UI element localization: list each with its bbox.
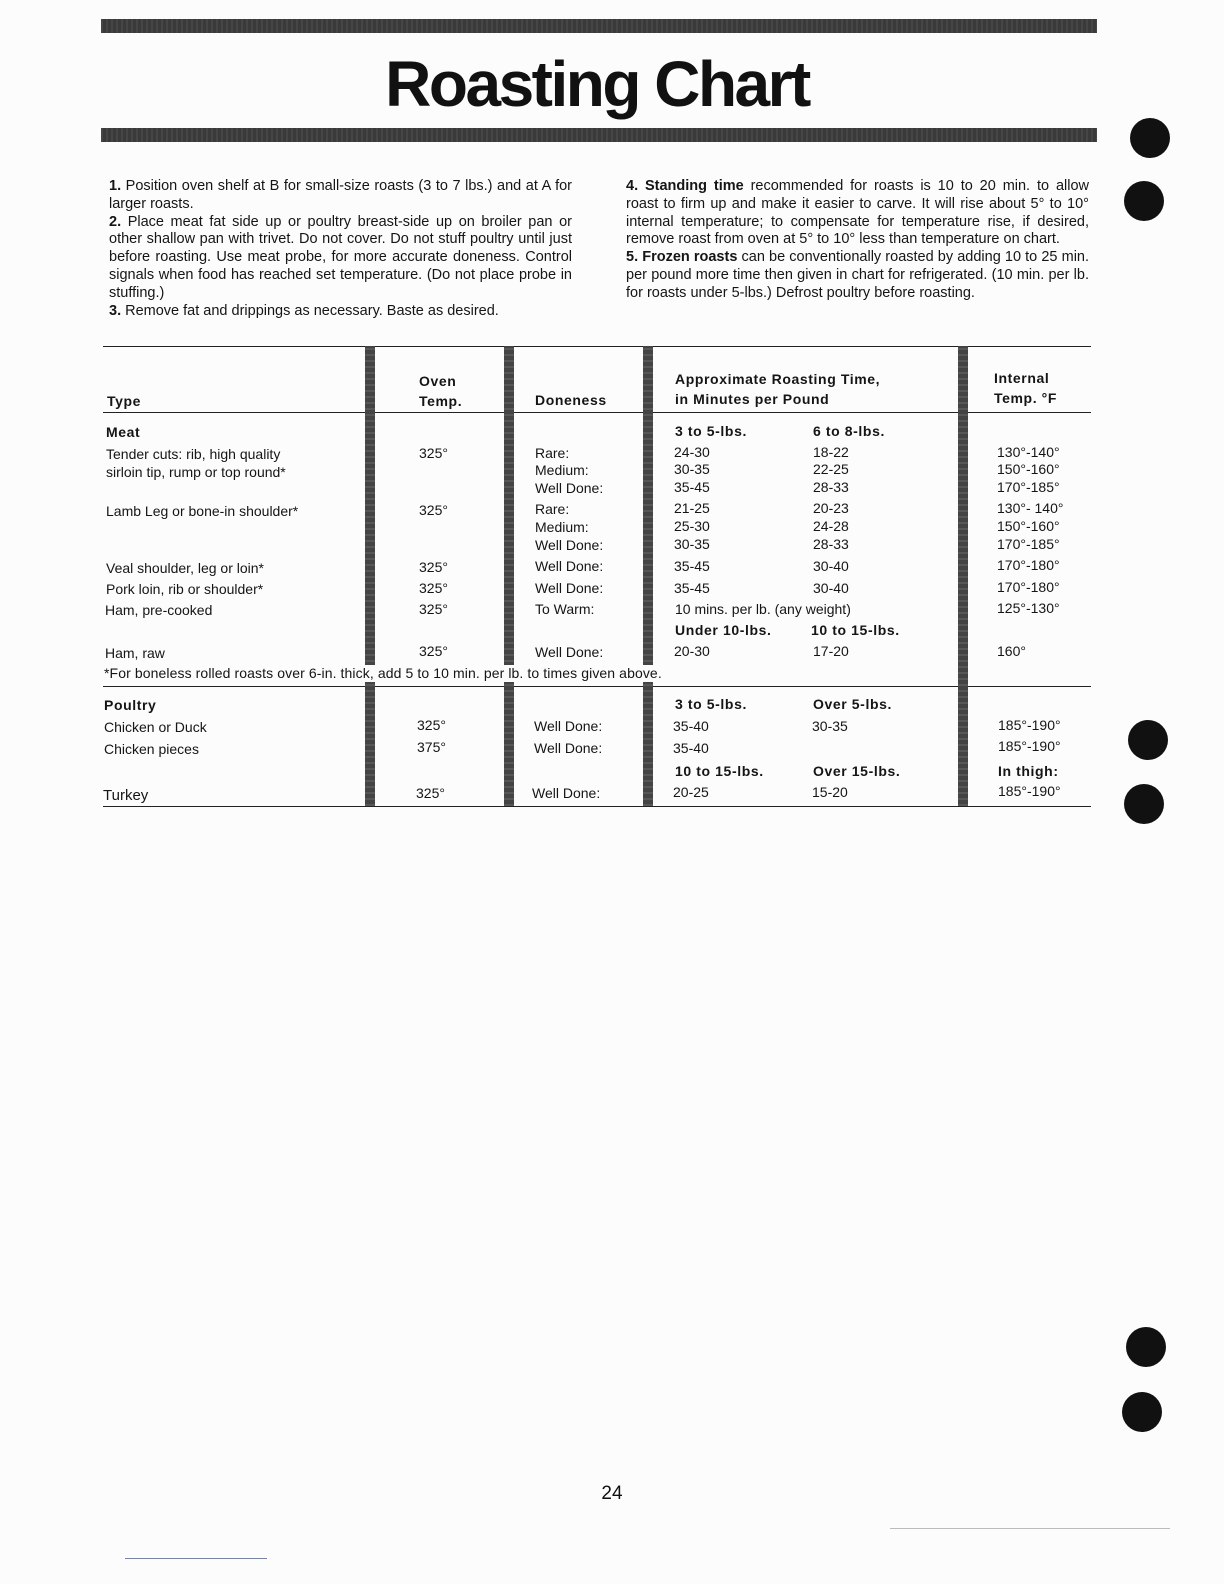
lamb-medium-doneness: Medium: [535, 519, 589, 535]
binder-hole-3 [1128, 720, 1168, 760]
column-separator-4 [958, 346, 968, 806]
instruction-1: 1. Position oven shelf at B for small-size roasts (3 to 7 lbs.) and at A for larger roasts. [109, 178, 572, 212]
under-title-decorative-bar [101, 128, 1097, 142]
header-time-line2: in Minutes per Pound [675, 391, 830, 407]
pork-type: Pork loin, rib or shoulder* [106, 581, 264, 597]
tender-welldone-small: 35-45 [674, 479, 710, 495]
binder-hole-6 [1122, 1392, 1162, 1432]
turkey-type: Turkey [103, 787, 149, 804]
lamb-welldone-large: 28-33 [813, 536, 849, 552]
poultry-section-heading: Poultry [104, 697, 157, 713]
ham-cooked-oven-temp: 325° [419, 601, 448, 617]
ham-raw-type: Ham, raw [105, 645, 165, 661]
veal-small: 35-45 [674, 558, 710, 574]
tender-rare-large: 18-22 [813, 444, 849, 460]
tender-rare-doneness: Rare: [535, 445, 570, 461]
table-bottom-rule [103, 806, 1091, 807]
meat-section-heading: Meat [106, 424, 141, 440]
in-thigh-label: In thigh: [998, 763, 1059, 779]
lamb-type: Lamb Leg or bone-in shoulder* [106, 503, 299, 519]
ham-cooked-time: 10 mins. per lb. (any weight) [675, 601, 851, 617]
ham-raw-temp: 160° [997, 643, 1026, 659]
meat-subheader-large: 6 to 8-lbs. [813, 423, 885, 439]
tender-medium-small: 30-35 [674, 461, 710, 477]
tender-medium-large: 22-25 [813, 461, 849, 477]
tender-rare-small: 24-30 [674, 444, 710, 460]
ham-subheader-small: Under 10-lbs. [675, 622, 772, 638]
instruction-3: 3. Remove fat and drippings as necessary. Baste as desired. [109, 302, 499, 319]
header-oven-line1: Oven [419, 373, 457, 389]
meat-subheader-small: 3 to 5-lbs. [675, 423, 747, 439]
lamb-welldone-temp: 170°-185° [997, 536, 1060, 552]
turkey-temp: 185°-190° [998, 783, 1061, 799]
binder-hole-1 [1130, 118, 1170, 158]
lamb-rare-large: 20-23 [813, 500, 849, 516]
veal-type: Veal shoulder, leg or loin* [106, 560, 264, 576]
instructions-right [626, 178, 1089, 303]
instruction-5: 5. Frozen roasts can be conventionally roasted by adding 10 to 25 min. per pound more time then given in chart for refrigerated. (10 min. per lb. for roasts under 5-lbs.) Defrost poultry before roasting. [626, 249, 1090, 301]
lamb-rare-temp: 130°- 140° [997, 500, 1064, 516]
table-top-rule [103, 346, 1091, 347]
instruction-4: 4. Standing time recommended for roasts is 10 to 20 min. to allow roast to firm up and make it easier to carve. It will rise about 5° to 10° internal temperature; to compensate for temperature rise, if desired, remove roast from oven at 5° to 10° less than temperature on chart. [626, 178, 1089, 248]
chicken-pieces-temp: 185°-190° [998, 738, 1061, 754]
tender-rare-temp: 130°-140° [997, 444, 1060, 460]
veal-oven-temp: 325° [419, 559, 448, 575]
lamb-welldone-doneness: Well Done: [535, 537, 604, 553]
table-meat-end-rule [103, 686, 1091, 687]
binder-hole-2 [1124, 181, 1164, 221]
turkey-oven-temp: 325° [416, 785, 445, 801]
veal-doneness: Well Done: [535, 558, 604, 574]
ham-subheader-large: 10 to 15-lbs. [811, 622, 900, 638]
tender-type-line2: sirloin tip, rump or top round* [106, 464, 286, 480]
binder-hole-4 [1124, 784, 1164, 824]
turkey-subheader-small: 10 to 15-lbs. [675, 763, 764, 779]
ham-raw-oven-temp: 325° [419, 643, 448, 659]
header-internal-line2: Temp. °F [994, 390, 1058, 406]
turkey-doneness: Well Done: [532, 785, 601, 801]
header-doneness: Doneness [535, 392, 607, 408]
tender-welldone-large: 28-33 [813, 479, 849, 495]
pork-small: 35-45 [674, 580, 710, 596]
page-title: Roasting Chart [385, 48, 809, 120]
boneless-footnote: *For boneless rolled roasts over 6-in. thick, add 5 to 10 min. per lb. to times given above. [104, 665, 662, 681]
chicken-duck-type: Chicken or Duck [104, 719, 207, 735]
turkey-small: 20-25 [673, 784, 709, 800]
scan-artifact-blue-line [125, 1558, 267, 1559]
chicken-duck-oven-temp: 325° [417, 717, 446, 733]
ham-raw-small: 20-30 [674, 643, 710, 659]
lamb-rare-small: 21-25 [674, 500, 710, 516]
tender-type-line1: Tender cuts: rib, high quality [106, 446, 281, 462]
poultry-subheader-small: 3 to 5-lbs. [675, 696, 747, 712]
chicken-pieces-oven-temp: 375° [417, 739, 446, 755]
ham-cooked-doneness: To Warm: [535, 601, 595, 617]
chicken-pieces-small: 35-40 [673, 740, 709, 756]
page-number: 24 [601, 1483, 623, 1504]
tender-medium-temp: 150°-160° [997, 461, 1060, 477]
chicken-duck-large: 30-35 [812, 718, 848, 734]
header-internal-line1: Internal [994, 370, 1050, 386]
column-separator-1 [365, 346, 375, 806]
ham-cooked-temp: 125°-130° [997, 600, 1060, 616]
lamb-rare-doneness: Rare: [535, 501, 570, 517]
lamb-welldone-small: 30-35 [674, 536, 710, 552]
header-time-line1: Approximate Roasting Time, [675, 371, 881, 387]
instructions-left [109, 178, 572, 320]
chicken-pieces-type: Chicken pieces [104, 741, 199, 757]
veal-temp: 170°-180° [997, 557, 1060, 573]
tender-welldone-temp: 170°-185° [997, 479, 1060, 495]
lamb-oven-temp: 325° [419, 502, 448, 518]
chicken-duck-small: 35-40 [673, 718, 709, 734]
column-separator-2 [504, 346, 514, 806]
turkey-subheader-large: Over 15-lbs. [813, 763, 901, 779]
tender-oven-temp: 325° [419, 445, 448, 461]
lamb-medium-large: 24-28 [813, 518, 849, 534]
lamb-medium-temp: 150°-160° [997, 518, 1060, 534]
lamb-medium-small: 25-30 [674, 518, 710, 534]
binder-hole-5 [1126, 1327, 1166, 1367]
column-separator-3 [643, 346, 653, 806]
ham-raw-large: 17-20 [813, 643, 849, 659]
pork-large: 30-40 [813, 580, 849, 596]
pork-temp: 170°-180° [997, 579, 1060, 595]
ham-cooked-type: Ham, pre-cooked [105, 602, 213, 618]
scan-artifact-line [890, 1528, 1170, 1529]
tender-welldone-doneness: Well Done: [535, 480, 604, 496]
turkey-large: 15-20 [812, 784, 848, 800]
top-decorative-bar [101, 19, 1097, 33]
chicken-pieces-doneness: Well Done: [534, 740, 603, 756]
poultry-subheader-large: Over 5-lbs. [813, 696, 892, 712]
chicken-duck-doneness: Well Done: [534, 718, 603, 734]
pork-doneness: Well Done: [535, 580, 604, 596]
header-type: Type [107, 393, 142, 409]
chicken-duck-temp: 185°-190° [998, 717, 1061, 733]
header-oven-line2: Temp. [419, 393, 463, 409]
instruction-2: 2. Place meat fat side up or poultry breast-side up on broiler pan or other shallow pan with trivet. Do not cover. Do not stuff poultry until just before roasting. Use meat probe, for more accurate doneness. Control signals when food has reached set temperature. (Do not place probe in stuffing.) [109, 213, 572, 301]
veal-large: 30-40 [813, 558, 849, 574]
ham-raw-doneness: Well Done: [535, 644, 604, 660]
table-header-rule [103, 412, 1091, 413]
tender-medium-doneness: Medium: [535, 462, 589, 478]
pork-oven-temp: 325° [419, 580, 448, 596]
